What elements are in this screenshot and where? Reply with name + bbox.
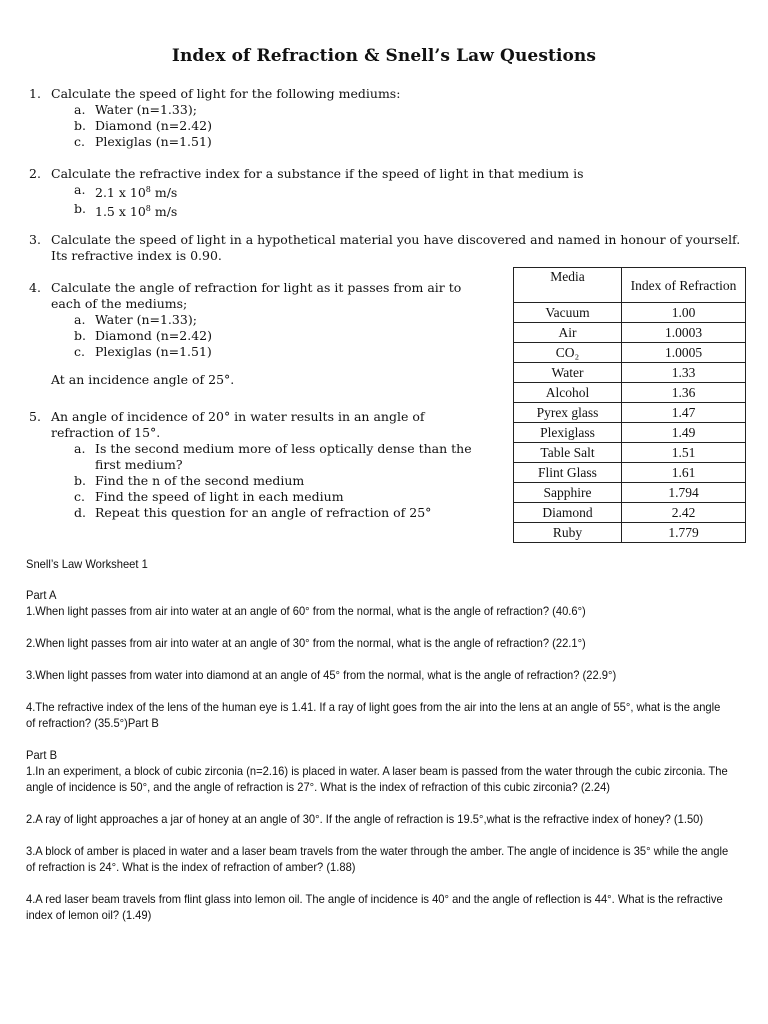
table-cell: 1.61 [622, 463, 746, 483]
table-header: Media [514, 268, 622, 303]
question-number: 4. [29, 280, 41, 295]
sub-item: b. 1.5 x $10^8$ m/s [74, 201, 178, 220]
table-cell: Alcohol [514, 383, 622, 403]
question-text: Calculate the speed of light in a hypothetical material you have discovered and named in honour of yourself. Its refractive index is 0.90. [51, 232, 741, 263]
table-row [514, 303, 746, 323]
question-text: Calculate the refractive index for a substance if the speed of light in that medium is [51, 166, 584, 181]
refractive-index-table [513, 267, 746, 543]
table-cell: 1.36 [622, 383, 746, 403]
sub-item: c. Find the speed of light in each medium [74, 489, 344, 504]
table-row [514, 343, 746, 363]
question-note: At an incidence angle of 25°. [51, 372, 235, 387]
table-cell: 1.0003 [622, 323, 746, 343]
question-number: 2. [29, 166, 41, 181]
page-title: Index of Refraction & Snell’s Law Questions [171, 46, 597, 66]
table-cell: Table Salt [514, 443, 622, 463]
question-number: 5. [29, 409, 41, 424]
worksheet-heading: Snell’s Law Worksheet 1 [26, 557, 148, 571]
question-4 [29, 280, 489, 388]
table-row [514, 503, 746, 523]
table-cell: 1.779 [622, 523, 746, 543]
part-a-label: Part A [26, 588, 57, 602]
table-row [514, 363, 746, 383]
table-cell: 1.51 [622, 443, 746, 463]
question-3 [29, 232, 749, 264]
table-row [514, 323, 746, 343]
table-cell: Plexiglass [514, 423, 622, 443]
table-cell: Flint Glass [514, 463, 622, 483]
sub-item: b. Diamond (n=2.42) [74, 118, 212, 133]
table-cell: CO₂ [514, 343, 622, 363]
sub-item: a. Water (n=1.33); [74, 312, 197, 327]
part-a-item: 1.When light passes from air into water at an angle of 60° from the normal, what is the angle of refraction? (40.6°) [26, 604, 586, 618]
sub-item: a. 2.1 x $10^8$ m/s [74, 182, 178, 201]
part-a-item: 3.When light passes from water into diamond at an angle of 45° from the normal, what is the angle of refraction? (22.9°) [26, 668, 617, 682]
part-b-item: 2.A ray of light approaches a jar of honey at an angle of 30°. If the angle of refraction is 19.5°,what is the refractive index of honey? (1.50) [26, 812, 704, 826]
sub-item: a. Water (n=1.33); [74, 102, 197, 117]
table-cell: 1.794 [622, 483, 746, 503]
question-text: An angle of incidence of 20° in water results in an angle of refraction of 15°. [51, 409, 425, 440]
table-cell: 2.42 [622, 503, 746, 523]
table-cell: Ruby [514, 523, 622, 543]
sub-item: b. Find the n of the second medium [74, 473, 305, 488]
question-text: Calculate the angle of refraction for light as it passes from air to each of the mediums; [51, 280, 462, 311]
sub-item: c. Plexiglas (n=1.51) [74, 134, 212, 149]
table-cell: Vacuum [514, 303, 622, 323]
table-cell: 1.47 [622, 403, 746, 423]
table-row [514, 423, 746, 443]
table-row [514, 443, 746, 463]
table-cell: Air [514, 323, 622, 343]
question-number: 3. [29, 232, 41, 247]
table-row [514, 523, 746, 543]
part-a-item: 2.When light passes from air into water at an angle of 30° from the normal, what is the angle of refraction? (22.1°) [26, 636, 586, 650]
question-2 [29, 166, 759, 220]
table-cell: Pyrex glass [514, 403, 622, 423]
question-number: 1. [29, 86, 41, 101]
worksheet-section [26, 556, 728, 923]
table-cell: 1.00 [622, 303, 746, 323]
table-row [514, 403, 746, 423]
sub-item: d. Repeat this question for an angle of refraction of 25° [74, 505, 432, 520]
part-b-item: 4.A red laser beam travels from flint glass into lemon oil. The angle of incidence is 40° and the angle of reflection is 44°. What is the refractive index of lemon oil? (1.49) [26, 892, 723, 922]
part-b-item: 3.A block of amber is placed in water and a laser beam travels from the water through the amber. The angle of incidence is 35° while the angle of refraction is 24°. What is the index of refraction of amber? (1.88) [26, 844, 729, 874]
question-text: Calculate the speed of light for the following mediums: [51, 86, 401, 101]
sub-item: a. Is the second medium more of less optically dense than the first medium? [74, 441, 472, 472]
table-cell: Sapphire [514, 483, 622, 503]
table-row [514, 483, 746, 503]
table-header-row [514, 268, 746, 303]
table-row [514, 463, 746, 483]
question-5 [29, 409, 489, 521]
part-b-item: 1.In an experiment, a block of cubic zirconia (n=2.16) is placed in water. A laser beam is passed from the water through the cubic zirconia. The angle of incidence is 50°, and the angle of refraction is 27°. What is the index of refraction of this cubic zirconia? (2.24) [26, 764, 728, 794]
table-cell: Diamond [514, 503, 622, 523]
table-cell: 1.49 [622, 423, 746, 443]
sub-item: c. Plexiglas (n=1.51) [74, 344, 212, 359]
part-b-label: Part B [26, 748, 58, 762]
table-header: Index of Refraction [622, 268, 746, 303]
part-a-item: 4.The refractive index of the lens of the human eye is 1.41. If a ray of light goes from the air into the lens at an angle of 55°, what is the angle of refraction? (35.5°)Part B [26, 700, 721, 730]
question-1 [29, 86, 729, 150]
table-cell: 1.33 [622, 363, 746, 383]
table-cell: Water [514, 363, 622, 383]
table-cell: 1.0005 [622, 343, 746, 363]
table-row [514, 383, 746, 403]
sub-item: b. Diamond (n=2.42) [74, 328, 212, 343]
